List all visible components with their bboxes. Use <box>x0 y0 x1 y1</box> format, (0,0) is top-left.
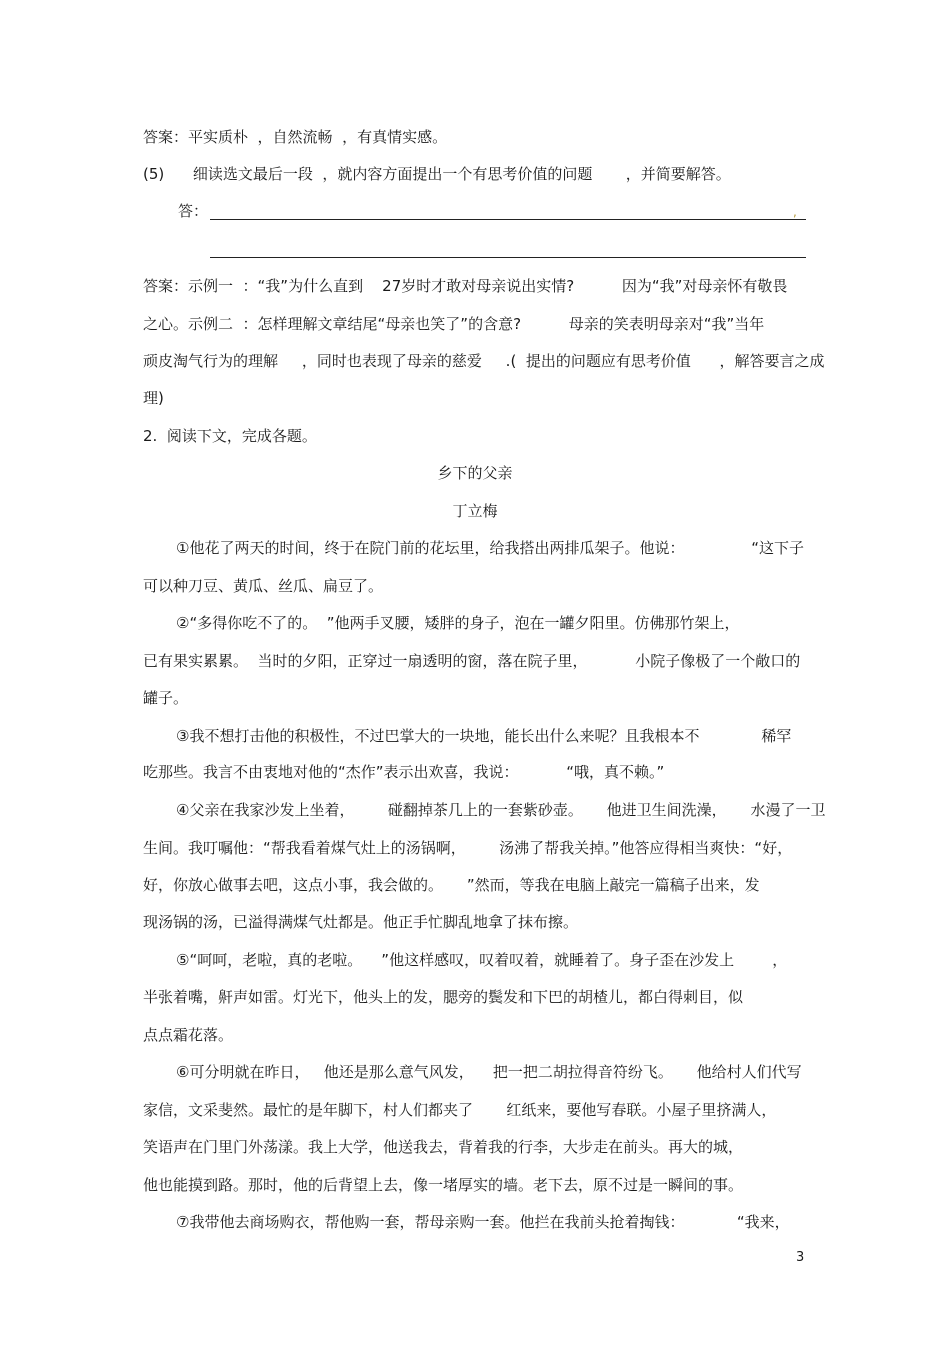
paragraph-line: 点点霜花落。 <box>143 1026 234 1044</box>
paragraph-line: 现汤锅的汤，已溢得满煤气灶都是。他正手忙脚乱地拿了抹布擦。 <box>143 913 579 931</box>
stray-mark: , <box>793 205 797 219</box>
answer-line-1: 答案：平实质朴 ，自然流畅 ，有真情实感。 <box>143 128 448 146</box>
paragraph-line: 他也能摸到路。那时，他的后背望上去，像一堵厚实的墙。老下去，原不过是一瞬间的事。 <box>143 1176 744 1194</box>
paragraph-line: ③我不想打击他的积极性，不过巴掌大的一块地，能长出什么来呢？且我根本不 稀罕 <box>176 727 792 745</box>
paragraph-line: 吃那些。我言不由衷地对他的“杰作”表示出欢喜，我说： “哦，真不赖。” <box>143 763 665 781</box>
paragraph-line: ④父亲在我家沙发上坐着， 碰翻掉茶几上的一套紫砂壶。 他进卫生间洗澡， 水漫了一卫 <box>176 801 826 819</box>
answer-rule-1 <box>210 219 806 220</box>
paragraph-line: ⑥可分明就在昨日， 他还是那么意气风发， 把一把二胡拉得音符纷飞。 他给村人们代写 <box>176 1063 802 1081</box>
paragraph-line: 罐子。 <box>143 689 189 707</box>
paragraph-line: 笑语声在门里门外荡漾。我上大学，他送我去，背着我的行李，大步走在前头。再大的城， <box>143 1138 744 1156</box>
page-number: 3 <box>796 1250 805 1265</box>
article-title: 乡下的父亲 <box>437 464 513 482</box>
question-2: 2. 阅读下文，完成各题。 <box>143 427 317 445</box>
paragraph-line: 好，你放心做事去吧，这点小事，我会做的。 ”然而，等我在电脑上敲完一篇稿子出来，发 <box>143 876 760 894</box>
paragraph-line: ⑦我带他去商场购衣，帮他购一套，帮母亲购一套。他拦在我前头抢着掏钱： “我来， <box>176 1213 790 1231</box>
article-author: 丁立梅 <box>452 502 498 520</box>
answer-2-line-2: 之心。示例二 ：怎样理解文章结尾“母亲也笑了”的含意? 母亲的笑表明母亲对“我”当年 <box>143 315 765 333</box>
paragraph-line: ①他花了两天的时间，终于在院门前的花坛里，给我搭出两排瓜架子。他说： “这下子 <box>176 539 804 557</box>
paragraph-line: 可以种刀豆、黄瓜、丝瓜、扁豆了。 <box>143 577 384 595</box>
paragraph-line: ⑤“呵呵，老啦，真的老啦。 ”他这样感叹，叹着叹着，就睡着了。身子歪在沙发上 ， <box>176 951 788 969</box>
answer-2-line-1: 答案：示例一 ：“我”为什么直到 27岁时才敢对母亲说出实情? 因为“我”对母亲怀有敬畏 <box>143 277 788 295</box>
answer-rule-2 <box>210 257 806 258</box>
paragraph-line: 生间。我叮嘱他：“帮我看着煤气灶上的汤锅啊， 汤沸了帮我关掉。”他答应得相当爽快：“好， <box>143 839 793 857</box>
paragraph-line: 已有果实累累。 当时的夕阳，正穿过一扇透明的窗，落在院子里， 小院子像极了一个敞口的 <box>143 652 801 670</box>
answer-2-line-3: 顽皮淘气行为的理解 ，同时也表现了母亲的慈爱 .( 提出的问题应有思考价值 ，解答要言之成 <box>143 352 825 370</box>
paragraph-line: ②“多得你吃不了的。 ”他两手叉腰，矮胖的身子，泡在一罐夕阳里。仿佛那竹架上， <box>176 614 740 632</box>
answer-2-line-4: 理) <box>143 389 164 407</box>
paragraph-line: 半张着嘴，鼾声如雷。灯光下，他头上的发，腮旁的鬓发和下巴的胡楂儿，都白得刺目，似 <box>143 988 744 1006</box>
question-5: (5) 细读选文最后一段 ，就内容方面提出一个有思考价值的问题 ，并简要解答。 <box>143 165 731 183</box>
paragraph-line: 家信，文采斐然。最忙的是年脚下，村人们都夹了 红纸来，要他写春联。小屋子里挤满人， <box>143 1101 777 1119</box>
answer-label: 答： <box>178 202 209 220</box>
